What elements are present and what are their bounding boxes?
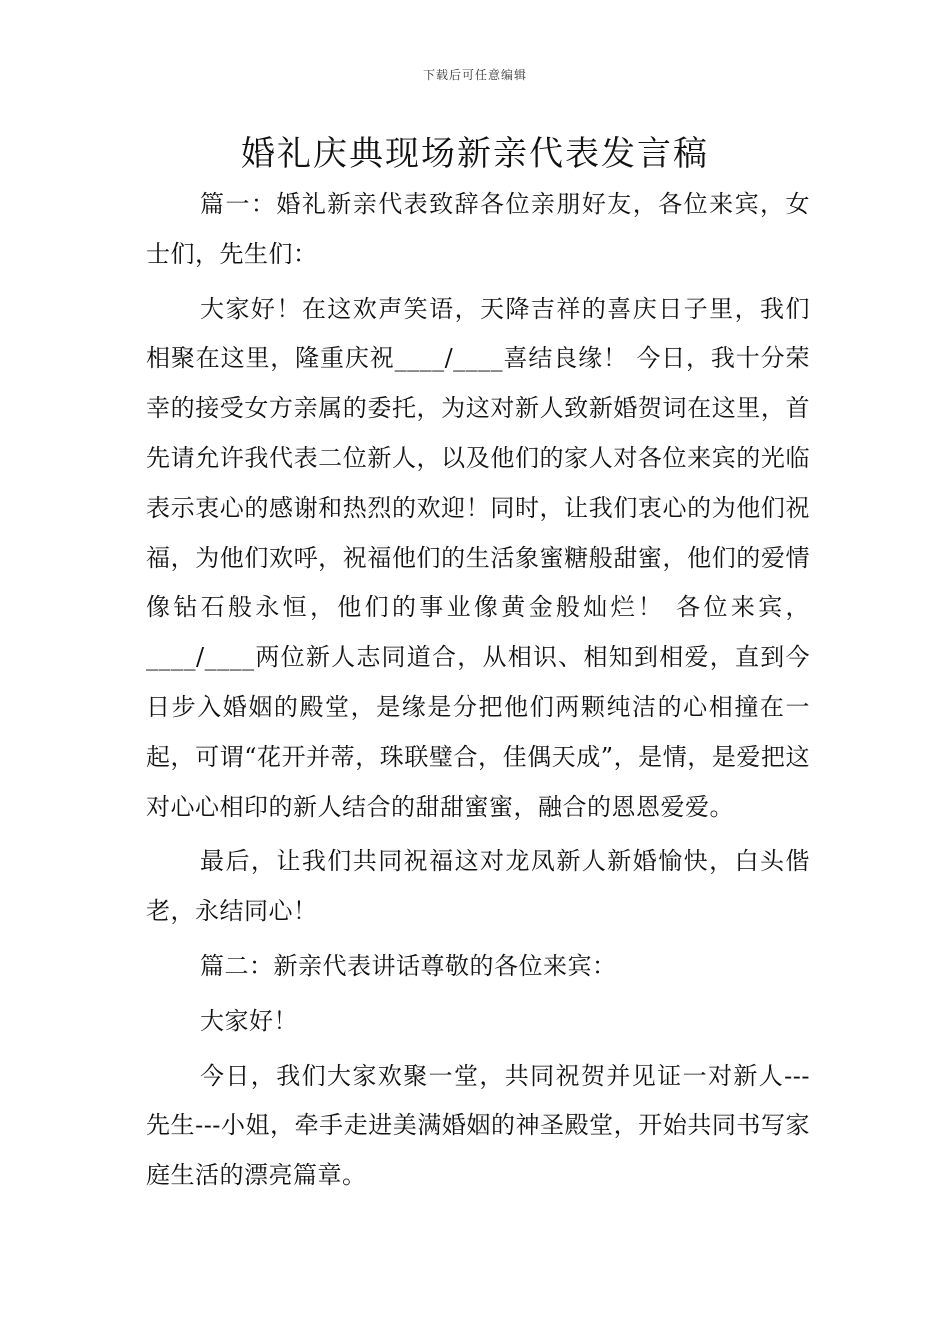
document-title: 婚礼庆典现场新亲代表发言稿 (241, 134, 709, 174)
paragraph-today: 今日，我们大家欢聚一堂，共同祝贺并见证一对新人---先生---小姐，牵手走进美满婚姻的神圣殿堂，开始共同书写家庭生活的漂亮篇章。 (146, 1061, 810, 1190)
paragraph-hello: 大家好！ (200, 1006, 298, 1035)
paragraph-closing: 最后，让我们共同祝福这对龙凤新人新婚愉快，白头偕老，永结同心！ (146, 847, 810, 926)
paragraph-part-two-heading: 篇二：新亲代表讲话尊敬的各位来宾： (200, 951, 617, 980)
header-note: 下载后可任意编辑 (422, 68, 527, 82)
paragraph-greeting-main: 大家好！在这欢声笑语，天降吉祥的喜庆日子里，我们相聚在这里，隆重庆祝____/____喜结良缘！ 今日，我十分荣幸的接受女方亲属的委托，为这对新人致新婚贺词在这里，首先请允许我代表二位新人，以及他们的家人对各位来宾的光临表示衷心的感谢和热烈的欢迎！同时，让我们衷心的为他们祝福，为他们欢呼，祝福他们的生活象蜜糖般甜蜜，他们的爱情像钻石般永恒，他们的事业像黄金般灿烂！ 各位来宾，____/____两位新人志同道合，从相识、相知到相爱，直到今日步入婚姻的殿堂，是缘是分把他们两颗纯洁的心相撞在一起，可谓“花开并蒂，珠联璧合，佳偶天成”，是情，是爱把这对心心相印的新人结合的甜甜蜜蜜，融合的恩恩爱爱。 (146, 294, 810, 821)
paragraph-intro: 篇一：婚礼新亲代表致辞各位亲朋好友，各位来宾，女士们，先生们： (146, 190, 810, 268)
document-body (146, 180, 810, 1201)
